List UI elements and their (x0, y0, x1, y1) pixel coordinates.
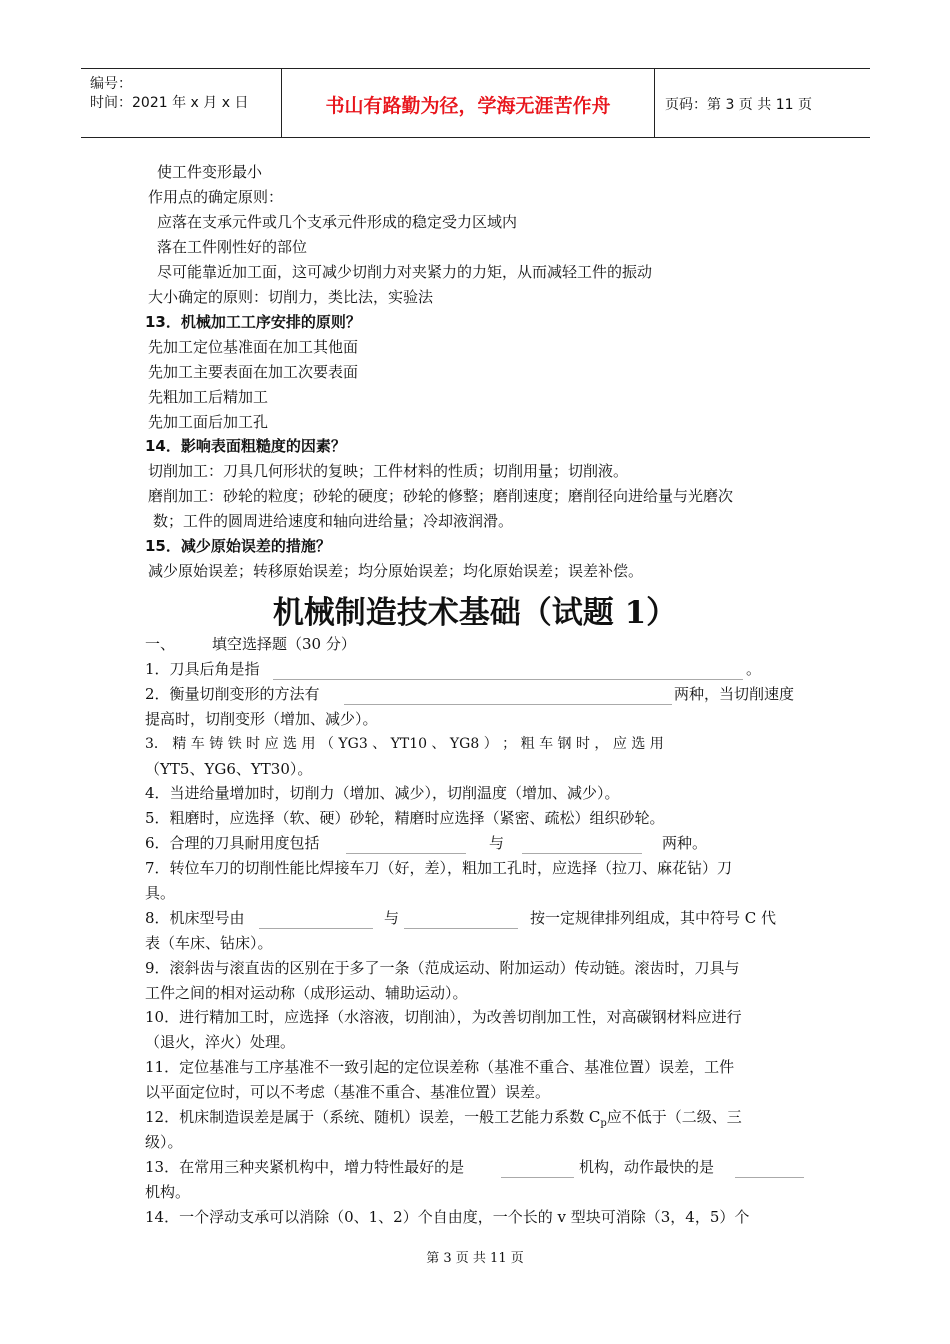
item-text: 9．滚斜齿与滚直齿的区别在于多了一条（范成运动、附加运动）传动链。滚齿时，刀具与 (145, 959, 740, 977)
item-text (145, 1107, 742, 1134)
text-line: 先加工主要表面在加工次要表面 (148, 363, 359, 381)
item-text: 8．机床型号由 (145, 909, 245, 927)
answer-blank (501, 1176, 574, 1178)
text-line: 应落在支承元件或几个支承元件形成的稳定受力区域内 (157, 213, 518, 231)
item-text: 两种，当切削速度 (674, 685, 795, 703)
item-text: 11．定位基准与工序基准不一致引起的定位误差称（基准不重合、基准位置）误差，工件 (145, 1058, 735, 1076)
item-text: （退火，淬火）处理。 (145, 1033, 296, 1051)
item-text: 两种。 (662, 834, 708, 852)
item-text: 7．转位车刀的切削性能比焊接车刀（好，差），粗加工孔时，应选择（拉刀、麻花钻）刀 (145, 859, 733, 877)
item-text: 14．一个浮动支承可以消除（0、1、2）个自由度，一个长的 v 型块可消除（3，4，5）个 (145, 1208, 750, 1226)
text-line: 大小确定的原则：切削力，类比法，实验法 (148, 288, 434, 306)
text-line: 磨削加工：砂轮的粒度；砂轮的硬度；砂轮的修整；磨削速度；磨削径向进给量与光磨次 (148, 487, 734, 505)
page-footer: 第 3 页 共 11 页 (426, 1251, 524, 1266)
motto-text: 书山有路勤为径，学海无涯苦作舟 (325, 95, 611, 117)
subscript: p (600, 1118, 607, 1129)
question-heading: 14．影响表面粗糙度的因素？ (145, 437, 346, 455)
answer-blank (735, 1176, 804, 1178)
item-text: 与 (384, 909, 400, 927)
item-text: 工件之间的相对运动称（成形运动、辅助运动）。 (145, 984, 468, 1002)
item-text: 表（车床、钻床）。 (145, 934, 273, 952)
date-label: 时间：2021 年 x 月 x 日 (90, 95, 249, 111)
answer-blank (273, 678, 743, 680)
item-text: 6．合理的刀具耐用度包括 (145, 834, 320, 852)
text-line: 数；工件的圆周进给速度和轴向进给量；冷却液润滑。 (153, 512, 514, 530)
answer-blank (522, 852, 642, 854)
answer-blank (344, 703, 672, 705)
text-line: 先粗加工后精加工 (148, 388, 269, 406)
item-text: 以平面定位时，可以不考虑（基准不重合、基准位置）误差。 (145, 1083, 551, 1101)
text-line: 使工件变形最小 (157, 163, 263, 181)
item-text-part: 应不低于（二级、三 (606, 1108, 742, 1126)
item-text: 机构。 (145, 1183, 191, 1201)
section-label: 填空选择题（30 分） (212, 635, 356, 653)
item-text: 10．进行精加工时，应选择（水溶液，切削油），为改善切削加工性，对高碳钢材料应进行 (145, 1008, 742, 1026)
item-text: 提高时，切削变形（增加、减少）。 (145, 710, 378, 728)
answer-blank (259, 927, 373, 929)
text-line: 作用点的确定原则： (148, 188, 284, 206)
text-line: 先加工定位基准面在加工其他面 (148, 338, 359, 356)
item-text: 级）。 (145, 1133, 183, 1151)
section-number: 一、 (145, 635, 176, 653)
number-label: 编号： (90, 76, 132, 92)
item-text: （YT5、YG6、YT30）。 (145, 760, 313, 778)
answer-blank (404, 927, 518, 929)
item-text: 与 (489, 834, 505, 852)
page-header (81, 68, 870, 138)
item-text-part: 12．机床制造误差是属于（系统、随机）误差，一般工艺能力系数 C (145, 1108, 601, 1126)
text-line: 切削加工：刀具几何形状的复映；工件材料的性质；切削用量；切削液。 (148, 462, 629, 480)
text-line: 落在工件刚性好的部位 (157, 238, 308, 256)
item-text: 5．粗磨时，应选择（软、硬）砂轮，精磨时应选择（紧密、疏松）组织砂轮。 (145, 809, 665, 827)
text-line: 先加工面后加工孔 (148, 413, 269, 431)
question-heading: 13．机械加工工序安排的原则？ (145, 313, 361, 331)
header-motto-cell (282, 69, 655, 137)
item-text: 按一定规律排列组成，其中符号 C 代 (530, 909, 777, 927)
question-heading: 15．减少原始误差的措施？ (145, 537, 331, 555)
exam-title: 机械制造技术基础（试题 1） (272, 595, 678, 631)
text-line: 减少原始误差；转移原始误差；均分原始误差；均化原始误差；误差补偿。 (148, 562, 644, 580)
item-text: 1．刀具后角是指 (145, 660, 260, 678)
item-text: 具。 (145, 884, 176, 902)
answer-blank (346, 852, 466, 854)
header-meta-cell (81, 69, 282, 137)
item-text: 2．衡量切削变形的方法有 (145, 685, 320, 703)
item-text: 4．当进给量增加时，切削力（增加、减少），切削温度（增加、减少）。 (145, 784, 620, 802)
item-text: 机构，动作最快的是 (579, 1158, 715, 1176)
text-line: 尽可能靠近加工面，这可减少切削力对夹紧力的力矩，从而减轻工件的振动 (157, 263, 653, 281)
item-text: 。 (746, 660, 762, 678)
page-label: 页码：第 3 页 共 11 页 (665, 97, 812, 113)
item-text: 13．在常用三种夹紧机构中，增力特性最好的是 (145, 1158, 465, 1176)
header-page-cell (655, 69, 870, 137)
item-text: 3． 精 车 铸 铁 时 应 选 用 （ YG3 、 YT10 、 YG8 ） ； 粗 车 钢 时 ， 应 选 用 (145, 736, 664, 752)
